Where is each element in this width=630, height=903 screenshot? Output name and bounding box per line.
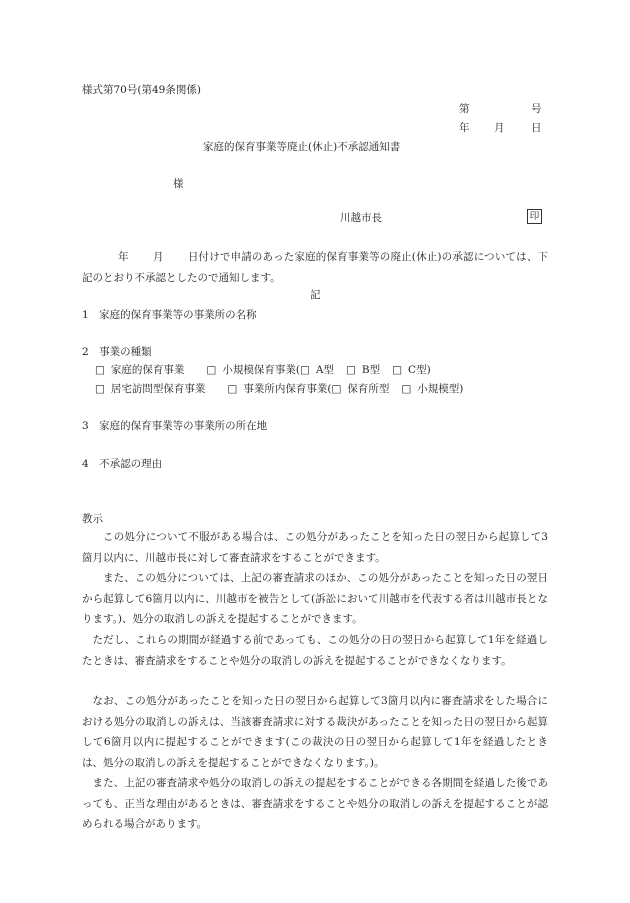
kyoji-paragraph-3: ただし、これらの期間が経過する前であっても、この処分の日の翌日から起算して1年を経過したときは、審査請求をすることや処分の取消しの訴えを提起することができなくなります。: [82, 634, 548, 667]
doc-number-go: 号: [531, 103, 542, 115]
kyoji-paragraph-2: また、この処分については、上記の審査請求のほか、この処分があったことを知った日の翌日から起算して6箇月以内に、川越市を被告として(訴訟において川越市を代表する者は川越市長となります。)、処分の取消しの訴えを提起することができます。: [82, 572, 548, 625]
checkbox-a-type[interactable]: □: [299, 364, 310, 376]
kyoji-paragraph-5: また、上記の審査請求や処分の取消しの訴えの提起をすることができる各期間を経過した後であっても、正当な理由があるときは、審査請求をすることや処分の取消しの訴えを提起することが認められる場合があります。: [82, 777, 548, 830]
kyoji-paragraph-1: この処分について不服がある場合は、この処分があったことを知った日の翌日から起算して3箇月以内に、川越市長に対して審査請求をすることができます。: [82, 531, 548, 564]
date-year: 年: [459, 122, 470, 134]
item-4: 4 不承認の理由: [82, 458, 163, 470]
checkbox-b-type[interactable]: □: [345, 364, 356, 376]
checkbox-shokibo-type[interactable]: □: [401, 383, 412, 395]
item-2: 2 事業の種類: [82, 346, 152, 358]
form-number: 様式第70号(第49条関係): [82, 84, 201, 96]
kyoji-paragraph-4: なお、この処分があったことを知った日の翌日から起算して3箇月以内に審査請求をした場合における処分の取消しの訴えは、当該審査請求に対する裁決があったことを知った日の翌日から起算して6箇月以内に提起することができます(この裁決の日の翌日から起算して1年を経過したときは、処分の取消しの訴えを提起することができなくなります。)。: [82, 695, 548, 769]
checkbox-hoikusho[interactable]: □: [331, 383, 342, 395]
date-month: 月: [494, 122, 505, 134]
intro-month: 月: [152, 251, 164, 263]
item-1: 1 家庭的保育事業等の事業所の名称: [82, 309, 257, 321]
type-a: A型: [315, 364, 334, 376]
type-shokibo-type: 小規模型): [417, 383, 464, 395]
date-day: 日: [531, 122, 542, 134]
issuer-name: 川越市長: [340, 212, 382, 224]
type-hoikusho: 保育所型: [347, 383, 390, 395]
type-jigyosho: 事業所内保育事業(: [243, 383, 332, 395]
type-katei: 家庭的保育事業: [110, 364, 185, 376]
doc-number-dai: 第: [459, 103, 470, 115]
checkbox-katei[interactable]: □: [95, 364, 105, 376]
checkbox-shokibo[interactable]: □: [206, 364, 217, 376]
seal-mark: 印: [527, 209, 542, 224]
type-row-2: [95, 381, 463, 396]
type-kyotaku: 居宅訪問型保育事業: [110, 383, 206, 395]
type-row-1: [95, 362, 431, 377]
type-c: C型): [408, 364, 431, 376]
checkbox-c-type[interactable]: □: [392, 364, 403, 376]
type-b: B型: [361, 364, 381, 376]
checkbox-kyotaku[interactable]: □: [95, 383, 105, 395]
intro-paragraph: [82, 247, 548, 288]
kyoji-heading: 教示: [82, 513, 103, 525]
intro-year: 年: [118, 251, 129, 263]
item-3: 3 家庭的保育事業等の事業所の所在地: [82, 420, 268, 432]
addressee-suffix: 様: [173, 178, 184, 190]
type-shokibo: 小規模保育事業(: [222, 364, 300, 376]
document-title: 家庭的保育事業等廃止(休止)不承認通知書: [203, 141, 401, 153]
checkbox-jigyosho[interactable]: □: [227, 383, 238, 395]
intro-text: 日付けで申請のあった家庭的保育事業等の廃止(休止)の承認については、下記のとおり不承認としたので通知します。: [82, 251, 548, 284]
ki-heading: 記: [310, 289, 321, 301]
